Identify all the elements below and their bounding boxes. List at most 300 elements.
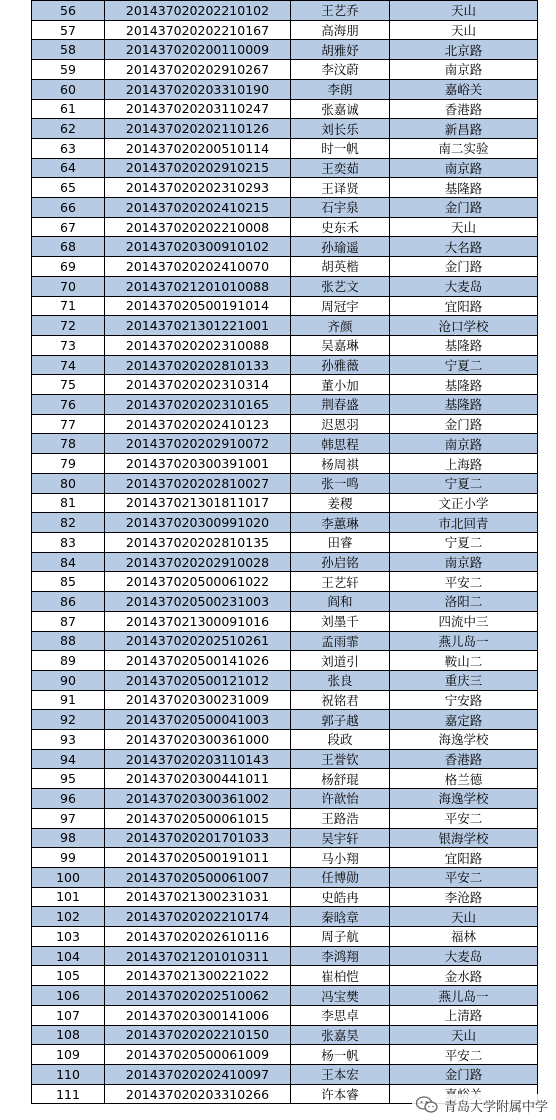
student-name-cell <box>291 335 390 355</box>
student-name: 王誉钦 <box>321 752 359 768</box>
row-number: 69 <box>60 258 76 274</box>
table-row <box>32 99 538 119</box>
student-name: 孟雨霏 <box>321 633 359 649</box>
school-name-cell <box>390 60 538 80</box>
school-name-cell <box>390 493 538 513</box>
student-name: 李汶蔚 <box>321 62 359 78</box>
student-name-cell <box>291 867 390 887</box>
school-name: 香港路 <box>444 101 483 117</box>
school-name-cell <box>390 572 538 592</box>
exam-id: 201437021301811017 <box>125 495 270 511</box>
school-name: 上海路 <box>444 456 483 472</box>
student-name: 李蕙琳 <box>321 515 359 531</box>
student-name-cell <box>291 946 390 966</box>
student-name-cell <box>291 296 390 316</box>
exam-id-cell <box>105 572 291 592</box>
row-number: 75 <box>60 377 76 393</box>
table-row <box>32 1025 538 1045</box>
school-name-cell <box>390 355 538 375</box>
school-name: 北京路 <box>444 42 483 58</box>
exam-id: 201437020202310293 <box>125 180 270 196</box>
row-number-cell <box>32 1084 105 1104</box>
table-row <box>32 651 538 671</box>
school-name-cell <box>390 276 538 296</box>
row-number: 95 <box>60 771 76 787</box>
table-row <box>32 198 538 218</box>
student-name-cell <box>291 79 390 99</box>
table-row <box>32 1 538 21</box>
school-name: 大麦岛 <box>444 279 483 295</box>
row-number-cell <box>32 296 105 316</box>
student-name-cell <box>291 907 390 927</box>
student-name: 马小翔 <box>321 850 359 866</box>
school-name: 南京路 <box>444 436 483 452</box>
exam-id-cell <box>105 257 291 277</box>
row-number: 91 <box>60 692 76 708</box>
row-number-cell <box>32 670 105 690</box>
row-number-cell <box>32 927 105 947</box>
student-name: 孙瑜遥 <box>321 239 359 255</box>
table-row <box>32 355 538 375</box>
student-name: 王奕茹 <box>321 160 359 176</box>
school-name-cell <box>390 532 538 552</box>
student-name-cell <box>291 572 390 592</box>
school-name-cell <box>390 867 538 887</box>
row-number: 59 <box>60 61 76 77</box>
table-row <box>32 79 538 99</box>
school-name-cell <box>390 986 538 1006</box>
row-number: 102 <box>56 909 80 925</box>
exam-id: 201437020500191011 <box>125 850 270 866</box>
row-number: 62 <box>60 121 76 137</box>
row-number: 100 <box>56 869 80 885</box>
row-number: 73 <box>60 337 76 353</box>
table-row <box>32 966 538 986</box>
school-name: 平安二 <box>444 811 483 827</box>
row-number-cell <box>32 1025 105 1045</box>
school-name-cell <box>390 119 538 139</box>
student-name: 孙雅薇 <box>321 358 359 373</box>
school-name-cell <box>390 257 538 277</box>
school-name: 基隆路 <box>444 180 483 196</box>
student-name-cell <box>291 769 390 789</box>
exam-id: 201437020200110009 <box>125 42 270 58</box>
exam-id-cell <box>105 966 291 986</box>
row-number-cell <box>32 217 105 237</box>
row-number: 107 <box>56 1007 80 1023</box>
row-number: 67 <box>60 219 76 235</box>
student-name: 杨周祺 <box>321 456 359 472</box>
school-name: 市北回青 <box>438 515 489 531</box>
exam-id: 201437020500061022 <box>125 574 270 590</box>
school-name: 鞍山二 <box>444 653 483 669</box>
student-name-cell <box>291 493 390 513</box>
row-number: 74 <box>60 357 76 373</box>
row-number-cell <box>32 119 105 139</box>
exam-id: 201437020300361002 <box>125 790 270 806</box>
exam-id-cell <box>105 1025 291 1045</box>
school-name: 海逸学校 <box>438 732 489 748</box>
table-row <box>32 138 538 158</box>
row-number-cell <box>32 808 105 828</box>
school-name-cell <box>390 1025 538 1045</box>
row-number: 60 <box>60 81 76 97</box>
row-number-cell <box>32 867 105 887</box>
school-name-cell <box>390 434 538 454</box>
exam-id: 201437021300231031 <box>125 889 270 905</box>
exam-id: 201437020202310165 <box>125 396 270 412</box>
exam-id-cell <box>105 198 291 218</box>
row-number: 90 <box>60 672 76 688</box>
exam-id: 201437020202110126 <box>125 121 270 137</box>
exam-id: 201437020500061007 <box>125 869 270 885</box>
exam-id-cell <box>105 532 291 552</box>
student-name: 秦晗章 <box>321 909 359 925</box>
row-number-cell <box>32 789 105 809</box>
exam-id: 201437020300991020 <box>125 515 270 531</box>
student-name-cell <box>291 257 390 277</box>
school-name: 文正小学 <box>438 495 489 511</box>
school-name: 金水路 <box>444 968 483 984</box>
table-row <box>32 1064 538 1084</box>
school-name-cell <box>390 789 538 809</box>
student-name-cell <box>291 276 390 296</box>
row-number: 86 <box>60 593 76 609</box>
exam-id-cell <box>105 946 291 966</box>
school-name-cell <box>390 513 538 533</box>
row-number: 108 <box>56 1027 80 1043</box>
row-number: 110 <box>56 1066 80 1082</box>
exam-id: 201437020300141006 <box>125 1007 270 1023</box>
school-name: 燕儿岛一 <box>438 633 489 649</box>
row-number: 81 <box>60 495 76 511</box>
exam-id: 201437020500061009 <box>125 1047 270 1063</box>
school-name-cell <box>390 690 538 710</box>
school-name-cell <box>390 99 538 119</box>
row-number: 71 <box>60 298 76 314</box>
student-name: 史皓冉 <box>321 889 359 905</box>
school-name: 大名路 <box>444 239 483 255</box>
student-name: 迟恩羽 <box>321 417 359 433</box>
school-name: 沧口学校 <box>438 318 489 334</box>
exam-id-cell <box>105 316 291 336</box>
student-name: 王译贤 <box>321 180 359 196</box>
exam-id-cell <box>105 335 291 355</box>
school-name-cell <box>390 138 538 158</box>
exam-id: 201437020500061015 <box>125 810 270 826</box>
student-name-cell <box>291 611 390 631</box>
school-name: 南京路 <box>444 160 483 176</box>
school-name: 嘉定路 <box>444 712 483 728</box>
student-name: 王本宏 <box>321 1067 359 1083</box>
student-name-cell <box>291 138 390 158</box>
school-name-cell <box>390 592 538 612</box>
row-number: 111 <box>56 1086 80 1102</box>
school-name: 银海学校 <box>438 830 489 846</box>
exam-id-cell <box>105 828 291 848</box>
student-name: 张艺文 <box>321 279 359 295</box>
school-name-cell <box>390 631 538 651</box>
table-row <box>32 946 538 966</box>
school-name-cell <box>390 927 538 947</box>
row-number: 85 <box>60 574 76 590</box>
school-name-cell <box>390 808 538 828</box>
school-name-cell <box>390 907 538 927</box>
exam-id: 201437021300221022 <box>125 968 270 984</box>
table-row <box>32 257 538 277</box>
student-name-cell <box>291 552 390 572</box>
exam-id: 201437020201701033 <box>125 830 270 846</box>
exam-id: 201437020202910267 <box>125 61 270 77</box>
school-name: 洛阳二 <box>444 594 483 610</box>
student-name: 齐颜 <box>327 318 353 334</box>
footer-brand <box>412 1094 552 1116</box>
exam-id: 201437020202410070 <box>125 258 270 274</box>
school-name: 嘉峪关 <box>444 82 483 98</box>
table-row <box>32 237 538 257</box>
exam-id-cell <box>105 355 291 375</box>
school-name-cell <box>390 828 538 848</box>
row-number-cell <box>32 749 105 769</box>
row-number-cell <box>32 237 105 257</box>
row-number-cell <box>32 178 105 198</box>
row-number-cell <box>32 355 105 375</box>
row-number-cell <box>32 1005 105 1025</box>
school-name-cell <box>390 887 538 907</box>
table-row <box>32 454 538 474</box>
school-name-cell <box>390 946 538 966</box>
school-name: 宜阳路 <box>444 298 483 314</box>
student-name-cell <box>291 1064 390 1084</box>
school-name-cell <box>390 414 538 434</box>
student-name-cell <box>291 1 390 21</box>
student-name-cell <box>291 99 390 119</box>
student-name-cell <box>291 473 390 493</box>
exam-id: 201437020300441011 <box>125 771 270 787</box>
school-name-cell <box>390 40 538 60</box>
school-name-cell <box>390 158 538 178</box>
exam-id-cell <box>105 99 291 119</box>
table-row <box>32 730 538 750</box>
table-row <box>32 513 538 533</box>
table-row <box>32 158 538 178</box>
row-number-cell <box>32 257 105 277</box>
row-number-cell <box>32 631 105 651</box>
row-number-cell <box>32 79 105 99</box>
exam-id-cell <box>105 158 291 178</box>
row-number: 65 <box>60 180 76 196</box>
student-name: 张嘉诚 <box>321 101 359 117</box>
table-row <box>32 1005 538 1025</box>
school-name: 天山 <box>450 909 476 925</box>
student-name: 许本睿 <box>321 1087 359 1103</box>
school-name: 宁安路 <box>444 692 483 708</box>
row-number: 76 <box>60 396 76 412</box>
school-name: 四流中三 <box>438 614 489 630</box>
student-name: 胡雅妤 <box>321 42 359 58</box>
school-name-cell <box>390 749 538 769</box>
student-name: 姜稷 <box>327 495 353 511</box>
row-number-cell <box>32 158 105 178</box>
exam-id: 201437020202910215 <box>125 160 270 176</box>
student-name-cell <box>291 60 390 80</box>
row-number-cell <box>32 552 105 572</box>
student-name: 董小加 <box>321 377 359 393</box>
row-number-cell <box>32 454 105 474</box>
row-number: 57 <box>60 22 76 38</box>
student-name-cell <box>291 355 390 375</box>
row-number: 66 <box>60 199 76 215</box>
table-row <box>32 434 538 454</box>
row-number-cell <box>32 848 105 868</box>
exam-id: 201437020200510114 <box>125 140 270 156</box>
table-row <box>32 848 538 868</box>
row-number-cell <box>32 414 105 434</box>
exam-id-cell <box>105 789 291 809</box>
exam-id: 201437020202210167 <box>125 22 270 38</box>
student-name: 段政 <box>327 732 353 748</box>
school-name: 天山 <box>450 23 476 39</box>
row-number: 83 <box>60 534 76 550</box>
row-number: 84 <box>60 554 76 570</box>
school-name: 天山 <box>450 1027 476 1043</box>
table-row <box>32 611 538 631</box>
school-name: 大麦岛 <box>444 949 483 965</box>
row-number: 68 <box>60 239 76 255</box>
table-row <box>32 296 538 316</box>
exam-id-cell <box>105 138 291 158</box>
table-row <box>32 395 538 415</box>
student-name-cell <box>291 454 390 474</box>
row-number: 77 <box>60 416 76 432</box>
student-name-cell <box>291 1084 390 1104</box>
row-number-cell <box>32 611 105 631</box>
exam-id-cell <box>105 1005 291 1025</box>
row-number-cell <box>32 395 105 415</box>
row-number-cell <box>32 907 105 927</box>
school-name: 海逸学校 <box>438 791 489 807</box>
exam-id: 201437020202510261 <box>125 633 270 649</box>
student-name-cell <box>291 158 390 178</box>
table-row <box>32 749 538 769</box>
exam-id: 201437020500191014 <box>125 298 270 314</box>
student-name-cell <box>291 217 390 237</box>
student-name: 任博勋 <box>321 870 359 886</box>
row-number-cell <box>32 335 105 355</box>
exam-id-cell <box>105 395 291 415</box>
row-number-cell <box>32 60 105 80</box>
school-name: 宜阳路 <box>444 850 483 866</box>
student-name: 吴宇轩 <box>321 830 359 846</box>
exam-id-cell <box>105 493 291 513</box>
school-name-cell <box>390 1045 538 1065</box>
student-name: 杨舒琨 <box>321 771 359 787</box>
school-name-cell <box>390 966 538 986</box>
row-number: 58 <box>60 42 76 58</box>
exam-id: 201437021301221001 <box>125 318 270 334</box>
exam-id-cell <box>105 867 291 887</box>
table-row <box>32 414 538 434</box>
table-row <box>32 493 538 513</box>
exam-id-cell <box>105 375 291 395</box>
student-name: 李鸿翔 <box>321 949 359 965</box>
table-row <box>32 592 538 612</box>
student-name: 石宇泉 <box>321 200 359 216</box>
student-name-cell <box>291 395 390 415</box>
exam-id-cell <box>105 1084 291 1104</box>
table-row <box>32 690 538 710</box>
exam-id: 201437020202410215 <box>125 199 270 215</box>
exam-id-cell <box>105 927 291 947</box>
exam-id: 201437020300391001 <box>125 456 270 472</box>
row-number-cell <box>32 887 105 907</box>
row-number-cell <box>32 1045 105 1065</box>
row-number-cell <box>32 513 105 533</box>
table-row <box>32 119 538 139</box>
exam-id: 201437020202810135 <box>125 534 270 550</box>
row-number-cell <box>32 276 105 296</box>
table-row <box>32 887 538 907</box>
student-name-cell <box>291 434 390 454</box>
table-row <box>32 335 538 355</box>
student-name: 刘墨千 <box>321 614 359 630</box>
exam-id: 201437020202410097 <box>125 1066 270 1082</box>
exam-id-cell <box>105 40 291 60</box>
row-number-cell <box>32 1 105 21</box>
school-name-cell <box>390 454 538 474</box>
exam-id: 201437020202210150 <box>125 1027 270 1043</box>
school-name: 基隆路 <box>444 338 483 354</box>
exam-id-cell <box>105 434 291 454</box>
student-name: 王路浩 <box>321 811 359 827</box>
exam-id: 201437020203310266 <box>125 1086 270 1102</box>
row-number-cell <box>32 375 105 395</box>
row-number: 87 <box>60 613 76 629</box>
student-name: 杨一帆 <box>321 1047 359 1063</box>
exam-id-cell <box>105 730 291 750</box>
table-row <box>32 986 538 1006</box>
exam-id: 201437020300231009 <box>125 692 270 708</box>
table-row <box>32 532 538 552</box>
student-name: 时一帆 <box>321 141 359 157</box>
row-number: 109 <box>56 1047 80 1063</box>
table-row <box>32 40 538 60</box>
school-name-cell <box>390 848 538 868</box>
student-name: 张嘉昊 <box>321 1027 359 1043</box>
exam-id: 201437020202310314 <box>125 377 270 393</box>
school-name-cell <box>390 395 538 415</box>
student-name-cell <box>291 690 390 710</box>
table-row <box>32 552 538 572</box>
school-name-cell <box>390 710 538 730</box>
school-name-cell <box>390 178 538 198</box>
exam-id-cell <box>105 513 291 533</box>
school-name: 天山 <box>450 220 476 236</box>
exam-id-cell <box>105 690 291 710</box>
row-number: 63 <box>60 140 76 156</box>
exam-id-cell <box>105 670 291 690</box>
row-number: 104 <box>56 948 80 964</box>
row-number: 98 <box>60 830 76 846</box>
student-name-cell <box>291 119 390 139</box>
exam-id: 201437020300910102 <box>125 239 270 255</box>
exam-id: 201437020500121012 <box>125 672 270 688</box>
student-name-cell <box>291 1005 390 1025</box>
row-number-cell <box>32 40 105 60</box>
student-name: 崔柏恺 <box>321 968 359 984</box>
school-name: 燕儿岛一 <box>438 988 489 1004</box>
school-name: 格兰德 <box>444 771 483 787</box>
